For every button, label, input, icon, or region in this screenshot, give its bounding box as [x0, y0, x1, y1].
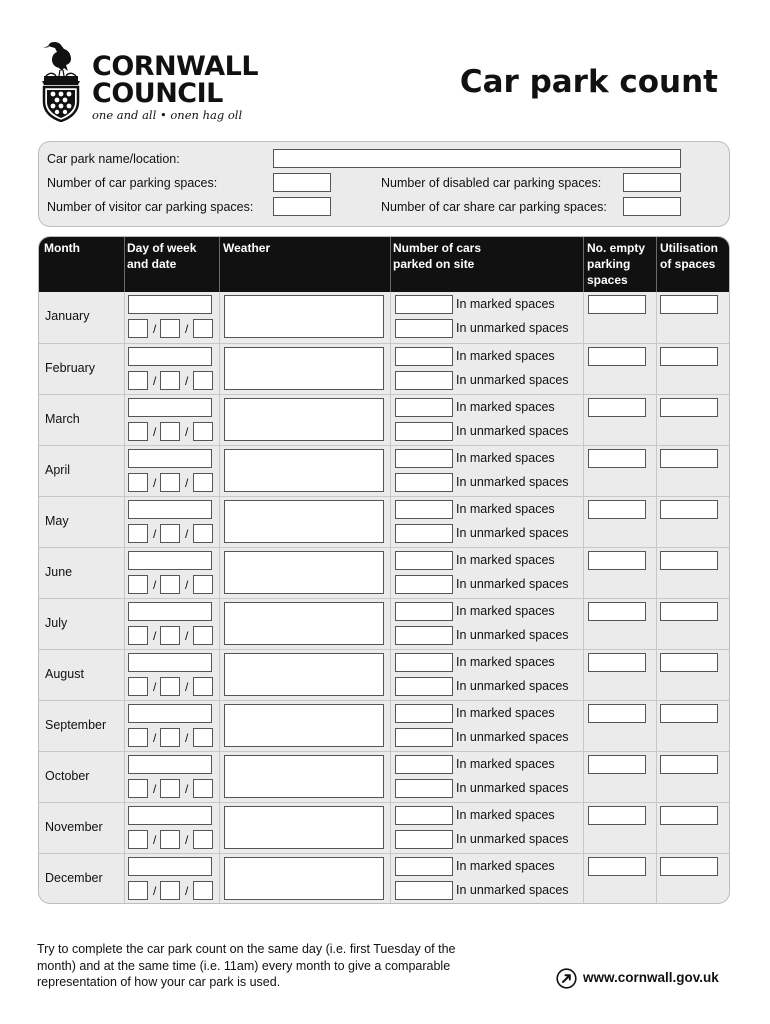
unmarked-spaces-field[interactable] [395, 524, 453, 543]
table-row [39, 292, 729, 343]
day-of-week-field[interactable] [128, 704, 212, 723]
day-of-week-field[interactable] [128, 295, 212, 314]
date-year-field[interactable] [193, 575, 213, 594]
date-separator: / [153, 884, 157, 898]
weather-field[interactable] [224, 500, 384, 543]
unmarked-spaces-label: In unmarked spaces [456, 628, 569, 642]
table-row [39, 649, 729, 700]
empty-spaces-field[interactable] [588, 500, 646, 519]
header-divider [219, 237, 220, 292]
visitor-spaces-label: Number of visitor car parking spaces: [47, 200, 254, 214]
date-separator: / [185, 629, 189, 643]
date-separator: / [153, 731, 157, 745]
header-empty-spaces [587, 240, 645, 288]
cornwall-council-logo [38, 40, 278, 130]
date-separator: / [185, 578, 189, 592]
header-day-date [127, 240, 196, 272]
month-label: April [45, 463, 71, 477]
unmarked-spaces-field[interactable] [395, 473, 453, 492]
empty-spaces-field[interactable] [588, 398, 646, 417]
parking-spaces-label: Number of car parking spaces: [47, 176, 218, 190]
date-month-field[interactable] [160, 779, 180, 798]
table-header [39, 237, 729, 292]
day-of-week-field[interactable] [128, 602, 212, 621]
table-row [39, 853, 729, 904]
marked-spaces-label: In marked spaces [456, 757, 555, 771]
date-separator: / [153, 782, 157, 796]
empty-spaces-field[interactable] [588, 347, 646, 366]
date-separator: / [185, 374, 189, 388]
date-separator: / [185, 731, 189, 745]
unmarked-spaces-field[interactable] [395, 677, 453, 696]
website-link-text: www.cornwall.gov.uk [583, 970, 719, 985]
date-separator: / [185, 425, 189, 439]
date-separator: / [153, 425, 157, 439]
utilisation-field[interactable] [660, 295, 718, 314]
chough-arrow-icon [556, 968, 577, 989]
table-row [39, 700, 729, 751]
unmarked-spaces-label: In unmarked spaces [456, 321, 569, 335]
date-day-field[interactable] [128, 575, 148, 594]
header-empty-line1: No. empty [587, 241, 646, 255]
empty-spaces-field[interactable] [588, 857, 646, 876]
header-cars-line1: Number of cars [393, 241, 482, 255]
unmarked-spaces-field[interactable] [395, 728, 453, 747]
unmarked-spaces-field[interactable] [395, 881, 453, 900]
unmarked-spaces-label: In unmarked spaces [456, 526, 569, 540]
table-row [39, 751, 729, 802]
month-label: February [45, 361, 96, 375]
marked-spaces-label: In marked spaces [456, 553, 555, 567]
date-month-field[interactable] [160, 524, 180, 543]
unmarked-spaces-label: In unmarked spaces [456, 883, 569, 897]
day-of-week-field[interactable] [128, 857, 212, 876]
header-divider [583, 237, 584, 292]
empty-spaces-field[interactable] [588, 704, 646, 723]
date-day-field[interactable] [128, 779, 148, 798]
utilisation-field[interactable] [660, 602, 718, 621]
utilisation-field[interactable] [660, 500, 718, 519]
date-separator: / [153, 629, 157, 643]
date-separator: / [185, 782, 189, 796]
date-year-field[interactable] [193, 779, 213, 798]
day-of-week-field[interactable] [128, 653, 212, 672]
car-park-count-table [38, 236, 730, 904]
table-row [39, 394, 729, 445]
weather-field[interactable] [224, 806, 384, 849]
header-util-line2: of spaces [660, 257, 716, 271]
empty-spaces-field[interactable] [588, 755, 646, 774]
unmarked-spaces-field[interactable] [395, 626, 453, 645]
header-day-line2: and date [127, 257, 177, 271]
marked-spaces-field[interactable] [395, 551, 453, 570]
date-year-field[interactable] [193, 319, 213, 338]
header-month-text: Month [44, 241, 80, 255]
logo-text-cornwall: CORNWALL [92, 51, 259, 82]
date-separator: / [185, 527, 189, 541]
car-share-spaces-field[interactable] [623, 197, 681, 216]
marked-spaces-field[interactable] [395, 500, 453, 519]
weather-field[interactable] [224, 704, 384, 747]
marked-spaces-field[interactable] [395, 449, 453, 468]
utilisation-field[interactable] [660, 857, 718, 876]
date-day-field[interactable] [128, 524, 148, 543]
car-park-info-panel [38, 141, 730, 227]
month-label: October [45, 769, 90, 783]
header-day-line1: Day of week [127, 241, 197, 255]
marked-spaces-field[interactable] [395, 398, 453, 417]
car-park-name-label: Car park name/location: [47, 152, 180, 166]
empty-spaces-field[interactable] [588, 449, 646, 468]
date-month-field[interactable] [160, 881, 180, 900]
table-row [39, 802, 729, 853]
unmarked-spaces-label: In unmarked spaces [456, 373, 569, 387]
date-separator: / [153, 527, 157, 541]
month-label: January [45, 309, 90, 323]
date-year-field[interactable] [193, 830, 213, 849]
date-day-field[interactable] [128, 371, 148, 390]
day-of-week-field[interactable] [128, 347, 212, 366]
date-day-field[interactable] [128, 881, 148, 900]
date-year-field[interactable] [193, 422, 213, 441]
marked-spaces-label: In marked spaces [456, 502, 555, 516]
empty-spaces-field[interactable] [588, 295, 646, 314]
date-separator: / [153, 680, 157, 694]
date-month-field[interactable] [160, 422, 180, 441]
parking-spaces-field[interactable] [273, 173, 331, 192]
weather-field[interactable] [224, 602, 384, 645]
marked-spaces-label: In marked spaces [456, 655, 555, 669]
date-separator: / [153, 476, 157, 490]
date-year-field[interactable] [193, 371, 213, 390]
date-month-field[interactable] [160, 830, 180, 849]
header-cars-line2: parked on site [393, 257, 475, 271]
unmarked-spaces-field[interactable] [395, 371, 453, 390]
unmarked-spaces-label: In unmarked spaces [456, 832, 569, 846]
date-month-field[interactable] [160, 626, 180, 645]
unmarked-spaces-label: In unmarked spaces [456, 424, 569, 438]
date-separator: / [185, 476, 189, 490]
marked-spaces-label: In marked spaces [456, 349, 555, 363]
unmarked-spaces-field[interactable] [395, 779, 453, 798]
empty-spaces-field[interactable] [588, 806, 646, 825]
unmarked-spaces-label: In unmarked spaces [456, 781, 569, 795]
visitor-spaces-field[interactable] [273, 197, 331, 216]
marked-spaces-label: In marked spaces [456, 400, 555, 414]
date-day-field[interactable] [128, 422, 148, 441]
date-day-field[interactable] [128, 319, 148, 338]
date-month-field[interactable] [160, 677, 180, 696]
table-row [39, 547, 729, 598]
document-title: Car park count [459, 64, 718, 100]
utilisation-field[interactable] [660, 755, 718, 774]
header-empty-line3: spaces [587, 273, 628, 287]
disabled-spaces-label: Number of disabled car parking spaces: [381, 176, 602, 190]
marked-spaces-field[interactable] [395, 295, 453, 314]
day-of-week-field[interactable] [128, 449, 212, 468]
date-day-field[interactable] [128, 830, 148, 849]
date-separator: / [153, 374, 157, 388]
date-separator: / [153, 833, 157, 847]
header-util-line1: Utilisation [660, 241, 719, 255]
table-body [39, 292, 729, 904]
empty-spaces-field[interactable] [588, 653, 646, 672]
table-row [39, 598, 729, 649]
date-year-field[interactable] [193, 728, 213, 747]
disabled-spaces-field[interactable] [623, 173, 681, 192]
table-row [39, 496, 729, 547]
utilisation-field[interactable] [660, 806, 718, 825]
empty-spaces-field[interactable] [588, 551, 646, 570]
header-weather [223, 240, 270, 256]
marked-spaces-label: In marked spaces [456, 297, 555, 311]
date-year-field[interactable] [193, 881, 213, 900]
header-month [44, 240, 80, 256]
header-weather-text: Weather [223, 241, 271, 255]
utilisation-field[interactable] [660, 653, 718, 672]
weather-field[interactable] [224, 755, 384, 798]
weather-field[interactable] [224, 295, 384, 338]
marked-spaces-field[interactable] [395, 704, 453, 723]
date-month-field[interactable] [160, 575, 180, 594]
utilisation-field[interactable] [660, 551, 718, 570]
logo-text-council: COUNCIL [92, 78, 223, 109]
footer-instructions: Try to complete the car park count on the same day (i.e. first Tuesday of the month) and at the same time (i.e. 11am) every month to give a comparable representation of how your car park is used. [37, 942, 456, 989]
day-of-week-field[interactable] [128, 551, 212, 570]
date-month-field[interactable] [160, 473, 180, 492]
marked-spaces-field[interactable] [395, 806, 453, 825]
month-label: May [45, 514, 69, 528]
day-of-week-field[interactable] [128, 500, 212, 519]
car-share-spaces-label: Number of car share car parking spaces: [381, 200, 607, 214]
date-month-field[interactable] [160, 319, 180, 338]
empty-spaces-field[interactable] [588, 602, 646, 621]
month-label: June [45, 565, 73, 579]
council-crest-icon [38, 40, 84, 122]
marked-spaces-label: In marked spaces [456, 604, 555, 618]
logo-motto: one and all • onen hag oll [92, 108, 243, 122]
header-divider [656, 237, 657, 292]
date-year-field[interactable] [193, 524, 213, 543]
weather-field[interactable] [224, 449, 384, 492]
marked-spaces-field[interactable] [395, 857, 453, 876]
unmarked-spaces-label: In unmarked spaces [456, 730, 569, 744]
marked-spaces-label: In marked spaces [456, 451, 555, 465]
table-row [39, 445, 729, 496]
month-label: August [45, 667, 84, 681]
marked-spaces-label: In marked spaces [456, 706, 555, 720]
utilisation-field[interactable] [660, 398, 718, 417]
unmarked-spaces-field[interactable] [395, 422, 453, 441]
weather-field[interactable] [224, 653, 384, 696]
utilisation-field[interactable] [660, 347, 718, 366]
unmarked-spaces-field[interactable] [395, 319, 453, 338]
date-year-field[interactable] [193, 626, 213, 645]
date-separator: / [185, 322, 189, 336]
month-label: July [45, 616, 68, 630]
date-separator: / [185, 833, 189, 847]
day-of-week-field[interactable] [128, 398, 212, 417]
table-row [39, 343, 729, 394]
unmarked-spaces-label: In unmarked spaces [456, 475, 569, 489]
month-label: September [45, 718, 107, 732]
unmarked-spaces-label: In unmarked spaces [456, 679, 569, 693]
month-label: December [45, 871, 103, 885]
date-separator: / [185, 680, 189, 694]
day-of-week-field[interactable] [128, 806, 212, 825]
marked-spaces-field[interactable] [395, 653, 453, 672]
unmarked-spaces-label: In unmarked spaces [456, 577, 569, 591]
car-park-name-field[interactable] [273, 149, 681, 168]
month-label: March [45, 412, 80, 426]
month-label: November [45, 820, 103, 834]
date-month-field[interactable] [160, 371, 180, 390]
date-separator: / [185, 884, 189, 898]
weather-field[interactable] [224, 398, 384, 441]
date-separator: / [153, 322, 157, 336]
day-of-week-field[interactable] [128, 755, 212, 774]
header-divider [390, 237, 391, 292]
weather-field[interactable] [224, 857, 384, 900]
header-cars-parked [393, 240, 481, 272]
marked-spaces-label: In marked spaces [456, 808, 555, 822]
weather-field[interactable] [224, 551, 384, 594]
utilisation-field[interactable] [660, 704, 718, 723]
weather-field[interactable] [224, 347, 384, 390]
utilisation-field[interactable] [660, 449, 718, 468]
header-utilisation [660, 240, 718, 272]
date-month-field[interactable] [160, 728, 180, 747]
date-day-field[interactable] [128, 677, 148, 696]
date-day-field[interactable] [128, 728, 148, 747]
marked-spaces-label: In marked spaces [456, 859, 555, 873]
header-empty-line2: parking [587, 257, 631, 271]
date-year-field[interactable] [193, 473, 213, 492]
date-year-field[interactable] [193, 677, 213, 696]
marked-spaces-field[interactable] [395, 347, 453, 366]
unmarked-spaces-field[interactable] [395, 575, 453, 594]
marked-spaces-field[interactable] [395, 602, 453, 621]
date-separator: / [153, 578, 157, 592]
date-day-field[interactable] [128, 626, 148, 645]
header-divider [124, 237, 125, 292]
unmarked-spaces-field[interactable] [395, 830, 453, 849]
marked-spaces-field[interactable] [395, 755, 453, 774]
date-day-field[interactable] [128, 473, 148, 492]
